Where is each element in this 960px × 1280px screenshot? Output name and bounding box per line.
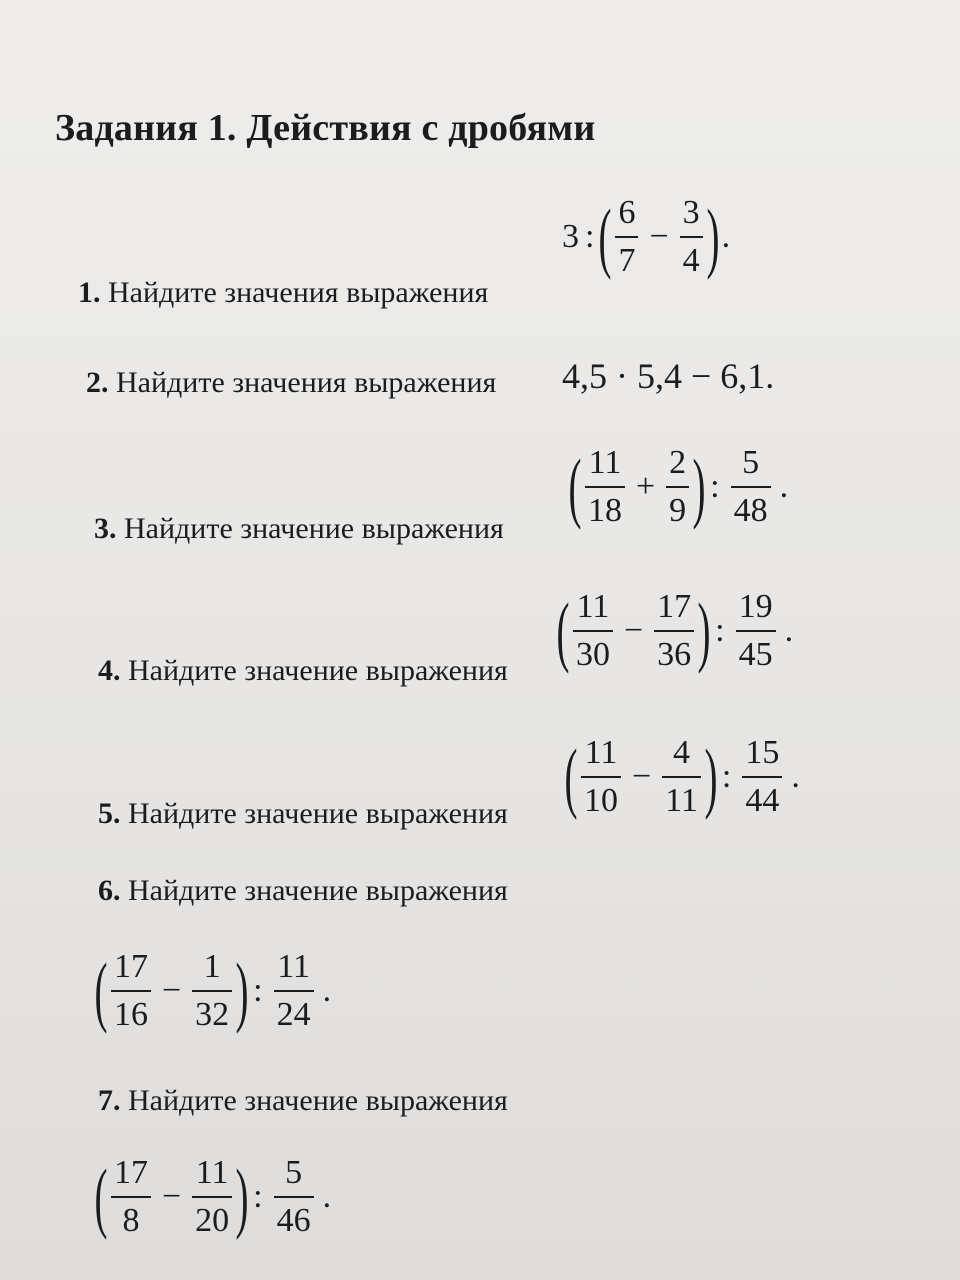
task-number: 1. — [78, 276, 101, 309]
task-1-label — [78, 276, 488, 310]
task-number: 4. — [98, 654, 121, 687]
task-text: Найдите значения выражения — [108, 276, 489, 309]
task-number: 3. — [94, 512, 117, 545]
numerator: 11 — [277, 948, 310, 985]
denominator: 36 — [657, 636, 692, 673]
end-dot: . — [784, 612, 794, 649]
fraction-a — [573, 590, 613, 672]
numerator: 1 — [203, 948, 221, 985]
denominator: 44 — [745, 782, 780, 819]
task-3-label — [94, 512, 504, 546]
right-paren: ) — [704, 733, 718, 820]
fraction-a — [111, 1156, 151, 1238]
numerator: 17 — [657, 588, 692, 625]
task-text: Найдите значение выражения — [128, 797, 508, 830]
denominator: 4 — [682, 242, 700, 279]
fraction-a — [111, 950, 151, 1032]
divide-sign: : — [715, 612, 725, 649]
numerator: 19 — [738, 588, 773, 625]
denominator: 16 — [113, 996, 148, 1033]
fraction-c — [736, 590, 776, 672]
fraction-c — [742, 736, 782, 818]
denominator: 9 — [669, 492, 687, 529]
right-paren: ) — [692, 443, 706, 530]
left-paren: ( — [598, 193, 612, 280]
denominator: 32 — [195, 996, 230, 1033]
fraction-c — [274, 1156, 314, 1238]
fraction-c — [731, 446, 771, 528]
denominator: 48 — [733, 492, 768, 529]
left-paren: ( — [94, 947, 108, 1034]
fraction-b — [192, 950, 232, 1032]
task-number: 5. — [98, 797, 121, 830]
denominator: 46 — [276, 1202, 311, 1239]
fraction-a — [581, 736, 621, 818]
operator: − — [631, 758, 652, 795]
numerator: 3 — [682, 194, 700, 231]
numerator: 5 — [742, 444, 760, 481]
fraction-a — [615, 196, 638, 278]
divide-sign: : — [710, 468, 720, 505]
operator: + — [635, 468, 656, 505]
task-number: 2. — [86, 366, 109, 399]
task-number: 6. — [98, 874, 121, 907]
left-paren: ( — [94, 1153, 108, 1240]
task-4-label — [98, 654, 508, 688]
operator: − — [623, 612, 644, 649]
fraction-b — [662, 736, 701, 818]
lead-number: 3 — [562, 218, 579, 255]
end-dot: . — [721, 218, 731, 255]
left-paren: ( — [556, 587, 570, 674]
page-title: Задания 1. Действия с дробями — [55, 107, 596, 149]
left-paren: ( — [564, 733, 578, 820]
fraction-b — [192, 1156, 232, 1238]
right-paren: ) — [235, 1153, 249, 1240]
numerator: 11 — [584, 734, 618, 771]
operator: − — [161, 972, 182, 1009]
denominator: 8 — [122, 1202, 140, 1239]
operator: − — [649, 218, 669, 255]
end-dot: . — [791, 758, 800, 795]
divide-sign: : — [253, 972, 263, 1009]
numerator: 6 — [618, 194, 636, 231]
task-text: Найдите значение выражения — [128, 874, 508, 907]
denominator: 11 — [665, 782, 698, 819]
task-text: Найдите значения выражения — [116, 366, 497, 399]
numerator: 11 — [576, 588, 610, 625]
numerator: 2 — [669, 444, 687, 481]
numerator: 17 — [113, 1154, 148, 1191]
task-text: Найдите значение выражения — [128, 1084, 508, 1117]
right-paren: ) — [235, 947, 249, 1034]
denominator: 20 — [195, 1202, 230, 1239]
denominator: 24 — [276, 996, 311, 1033]
denominator: 30 — [575, 636, 610, 673]
right-paren: ) — [697, 587, 711, 674]
left-paren: ( — [568, 443, 582, 530]
divide-sign: : — [721, 758, 732, 795]
fraction-a — [585, 446, 625, 528]
task-text: Найдите значение выражения — [128, 654, 508, 687]
end-dot: . — [322, 972, 332, 1009]
numerator: 15 — [745, 734, 780, 771]
numerator: 11 — [588, 444, 622, 481]
fraction-b — [654, 590, 694, 672]
task-2-expression: 4,5 · 5,4 − 6,1. — [562, 356, 775, 396]
task-1-expression — [562, 193, 731, 280]
divide-sign: : — [253, 1178, 263, 1215]
task-6-label — [98, 874, 508, 908]
fraction-b — [680, 196, 703, 278]
denominator: 18 — [587, 492, 622, 529]
right-paren: ) — [706, 193, 720, 280]
task-6-expression — [94, 947, 332, 1034]
numerator: 4 — [673, 734, 691, 771]
task-7-expression — [94, 1153, 332, 1240]
task-text: Найдите значение выражения — [124, 512, 504, 545]
task-4-expression — [556, 587, 794, 674]
task-7-label — [98, 1084, 508, 1118]
task-3-expression — [568, 443, 789, 530]
fraction-b — [666, 446, 689, 528]
numerator: 5 — [285, 1154, 303, 1191]
task-5-expression — [564, 733, 800, 820]
end-dot: . — [322, 1178, 332, 1215]
denominator: 10 — [583, 782, 618, 819]
task-number: 7. — [98, 1084, 121, 1117]
numerator: 17 — [113, 948, 148, 985]
fraction-c — [274, 950, 314, 1032]
divide-sign: : — [585, 218, 595, 255]
task-2-label — [86, 366, 496, 400]
denominator: 7 — [618, 242, 636, 279]
numerator: 11 — [195, 1154, 229, 1191]
denominator: 45 — [738, 636, 773, 673]
operator: − — [161, 1178, 182, 1215]
end-dot: . — [779, 468, 789, 505]
task-5-label — [98, 797, 508, 831]
